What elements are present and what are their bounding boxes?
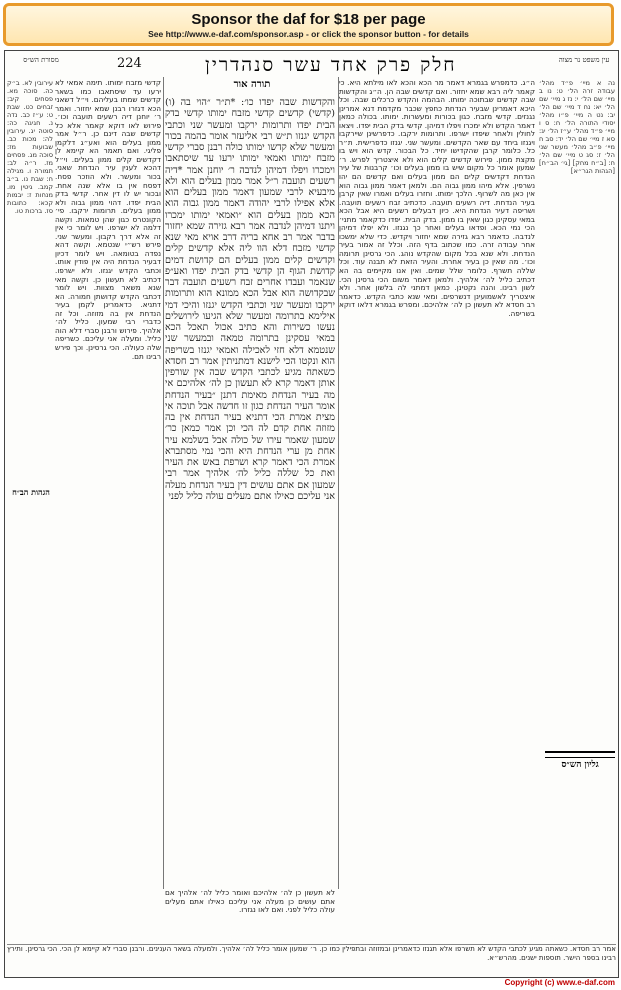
sponsor-banner[interactable]: [3, 3, 614, 46]
masoret-hashas-margin: עירובין לא. ב״ק כה. סוכה מא. פסחים קיב: זבחים כט. שבת ט: ע״ז כב. נדה נ. חגיגה כה: סוטה יג. עירובין לה: מכות כב. שבועות מז: סוכה מג. פסחים מז. ר״ה לב: תמורה ו. מגילה ח: שבת נו. ב״ב קמב. גיטין מו. מנחות ז: יבמות קכא: כתובות סז. ברכות טו.: [7, 79, 53, 215]
gemara-continuation: לא תעשון כן לה׳ אלהיכם ואומר כליל לה׳ אלהיך אם אתם עושים כן מעלה אני עליכם כאילו אתם מעלים עולה כליל לפני. ואם לאו נגזרו.: [165, 889, 335, 915]
gilyon-hashas-heading: גליון הש״ס: [561, 760, 599, 770]
masoret-hashas-label: מסורת הש״ס: [23, 56, 59, 64]
section-divider: [545, 751, 615, 758]
bottom-commentary: אמר רב חסדא. כשאתה מגיע לכתבי הקדש לא תשרפו אלא תגנזו כדאמרינן ובמזוזה ובתפילין כמו כן. ר׳ שמעון אומר כליל לה׳ אלהיך. ולמעלה בשאר הענינים. ורבנן סברי לא קיימא לן הכי. הכי גרסינן. ותירץ רבינו בספר הישר. תוספות ישנים. מהרש״א.: [7, 944, 616, 975]
page-title: חלק פרק אחד עשר סנהדרין: [205, 54, 457, 76]
ein-mishpat-margin: נה א מיי׳ פ״ד מהל׳ עבודה זרה הל׳ ט: נו ב מיי׳ שם הל׳ י: נז ג מיי׳ שם הל׳ יא: נח ד מיי׳ שם הל׳ יב: נט ה מיי׳ פ״ו מהל׳ יסודי התורה הל׳ ח: ס ו מיי׳ פ״ד מהל׳ ע״ז הל׳ יג: סא ז מיי׳ שם הל׳ יד: סב ח מיי׳ פ״ב מהל׳ מעשר שני הל׳ ז: סג ט מיי׳ שם הל׳ ח: [ב״ח מחק] [גי׳ הב״ח] [הגהות הגר״א]: [539, 79, 615, 175]
page-header: [5, 54, 618, 76]
sponsor-title[interactable]: Sponsor the daf for $18 per page: [191, 11, 426, 28]
tosafot-column: קדשי מזבח ימותו. תימה אמאי לא ירעו עד שיסתאבו כמו בשאר קדשים שמתו בעליהם. וי״ל דשאני הכא דגזרו רבנן שמא יחזור. ואמר ר׳ יוחנן דיה רשעים תועבה וכו׳. פירוש לאו דוקא קאמר אלא כל קדשים שבה דינם כן. ר״ל אמר ממון בעלים הוא ואע״ג דלקמן פליגי. ואם תאמר הא קיימא לן דקדשים קלים ממון בעלים. וי״ל דהכא לענין עיר הנדחת שאני. בכור ומעשר. ולא הוזכר פסח. דפסח אין בו אלא שנה אחת. ובכור יש לו דין אחר. קדשי בדק הבית יפדו. דהוי ממון גבוה ולא ממון בעלים. תרומות ירקבו. פי׳ הקונטרס כגון שהן טמאות. וקשה דלמה לא ישרפו. ויש לומר כי אין זה אלא דרך רקבון. ומעשר שני. פירש רש״י שנטמא. וקשה דהא נפדה בטומאה. ויש לומר דכיון דבעיר הנדחת היה אין פודין אותו. וכתבי הקדש יגנזו. ולא ישרפו. דכתיב לא תעשון כן. וקשה מאי שנא משאר מצוות. ויש לומר דכתבי הקדש קדושתן חמורה. הא דתניא. כדאמרינן לקמן בעיר הנדחת אין בה מזוזה. וכל זה כדברי רבי שמעון. כליל לה׳ אלהיך. פירוש ורבנן סברי דלא הוה כליל. ומעלה אני עליכם. כשריפה שלה כעולה. הכי גרסינן. וכך פירש רבינו תם.: [55, 79, 161, 361]
page-number: 224: [117, 56, 142, 71]
rashi-column: ה״ג. כדמפרש בגמרא דאמר מר הכא והכא לאו מילתא היא. כי קאמר ליה רבא שמא יחזור. ואם קדשים שבה הן. ה״ג והקדשות שבה קדשים שבתוכה ימותו. הבהמה והקדש כרכלים שבה. וכל היכא דאמרינן שבעיר הנדחת כחפץ שכבר מקדמת דנא אמרינן נגנזים. קדשי מזבח. כגון בכורות ומעשרות. ימותו. בכולה כמאן דאמר הקדש ולא ימכרו ויפלו דמיהן. קדשי בדק הבית יפדו. ויצאו לחולין ולאחר שיפדו ישרפו. ותרומות ירקבו. כדפרשינן שיירקבו ויגנזו ביחד עם שאר הקדשים. ומעשר שני. יגנזו כדפרישית. ת״ר כל. כלומר קרבן שהקדישו יחיד. כל הבכור. קדש הוא ויש בו מקצת ממון. פירוש קדשים קלים הוא ולא איצטריך לפרש. ר׳ שמעון אומר כל מקום שיש בו ממון בעלים וכו׳ קרבנות של עיר הנדחת דקדשים קלים הם ממון בעלים ואם קדשים הם יהו נשרפין. אלא מיהו ממון גבוה הם. ולמאן דאמר ממון גבוה הוא אין כאן מה לשרוף. הלכך ימותו. וחזרו בעלים ואמרו שאין קרבן בעיר הנדחת. דיה רשעים תועבה. כדכתיב זבח רשעים תועבה. ושריפה דעיר הנדחת היא. כיון דבעלים רשעים היא אבל הכא במאי עסקינן כגון שאין בו ממון. בדק הבית. יפדו כדקאמר מתני׳ הכי נמי הכא. ופדאו בעלים ואחר כך נגנזו. ולא יפלו דמיהן לנדבה. כדאמר רבא גזירה שמא יחזור ויקדיש. כדי שלא ימשכו אחר עבודה זרה. כמו שכתוב בדף הזה. וכלל זה אמור בעיר הנדחת. ולא שנא בכל מקום שהקדש נוהג. הכי גרסינן תרומה וכו׳. מה שאין כן בעיר אחרת. והעיר הזאת לא תבנה עוד. וכל שללה תשרף. כלומר שלל שמים. ואין אנו מקיימים בה הא דכתיב כליל לה׳ אלהיך. ולמאן דאמר משום הכי גרסינן הכי. לשון רבינו. והנה נקטינן. כמאן דמתני לה בלשון אחר. ולא איצטריך לאשמועינן דנשרפים. ומאי שנא כתבי הקדש. כדאמר רב חסדא לא תעשון כן לה׳ אלהיכם. ומפרש בגמרא דלאו דוקא בשריפה.: [339, 79, 535, 318]
talmud-page: [4, 50, 619, 978]
torah-or-heading: תורה אור: [233, 79, 271, 90]
hagahot-habach-heading: הגהות הב״ח: [12, 487, 50, 497]
gemara-text: והקדשות שבה יפדו כו׳: *ת״ר ״הוי בה (ו) (קדשי) קדשים קדשי מזבח ימותו קדשי בדק הבית יפדו ותרומות ירקבו ומעשר שני וכתבי הקדש יגנזו ת״ש רבי אליעזר אומר בהמה בכור ומעשר שלא קדשו ימותו כולה רבנן סברי קדשי מזבח ימותו ואמאי ימותו ירעו עד שיסתאבו וימכרו ויפלו דמיהן לנדבה ר׳ יוחנן אמר *דיה רשעים תועבה ר״ל אמר ממון בעלים הוא ולא מיבעיא לרבי שמעון דאמר ממון בעלים הוא אלא אפילו לרבי יהודה דאמר ממון גבוה הוא הכא ממון בעלים הוא ״ואמאי ימותו ימכרו ויתנו דמיהן לנדבה אמר רבא גזירה שמא יחזור בדבר אמר רב אחא בריה דרב אויא מאי שנא קדשי מזבח דלא הוו ליה אלא קדשים קלים וקדשים קלים ממון בעלים הם קדושת דמים קדושת הגוף הן קדשי בדק הבית יפדו ואע״פ שנאמר ועבדו אחרים זבח רשעים תועבה דבר שבקדושה הוא אבל הכא ממונא הוא ותרומות ירקבו ומעשר שני וכתבי הקדש יגנזו והיכי דמי אילימא בתרומה ומעשר שלא הגיעו לירושלים נעשו כשירות והא כתיב אכול תאכל הכא במאי עסקינן בתרומה טמאה ובמעשר שני שנטמא דלא חזי לאכילה ואמאי יגנזו בשריפה הוא ונקטו הכי לישנא דמתניתין אמר רב חסדא כשאתה מגיע לכתבי הקדש שבה אין שורפין אותן דאמר קרא לא תעשון כן לה׳ אלהיכם אי מה בעיר הנדחת מאימת דתנן ״בעיר הנדחת אומר העיר הנדחת כגון זו חדשה אבל תוכה אי מצית אמרת הכי דתניא בעיר הנדחת אין בה מזוזה אחת קדם לה הכי וכן אמר כמאן כר׳ שמעון שאמר עירו של כולה אבל בשלמא עיר אחת מן ערי הנדחת היא והכי נמי מסתברא אמרת הכי דאמר קרא ושרפת באש את העיר ואת כל שללה כליל לה׳ אלהיך אמר רבי שמעון אם אתם עושים דין בעיר הנדחת מעלה אני עליכם כאילו אתם מעלים עולה כליל לפני: [165, 97, 335, 502]
copyright-notice[interactable]: Copyright (c) www.e-daf.com: [504, 978, 615, 987]
ein-mishpat-label: עין משפט נר מצוה: [558, 56, 610, 64]
sponsor-subtitle[interactable]: See http://www.e-daf.com/sponsor.asp - or click the sponsor button - for details: [148, 29, 469, 39]
